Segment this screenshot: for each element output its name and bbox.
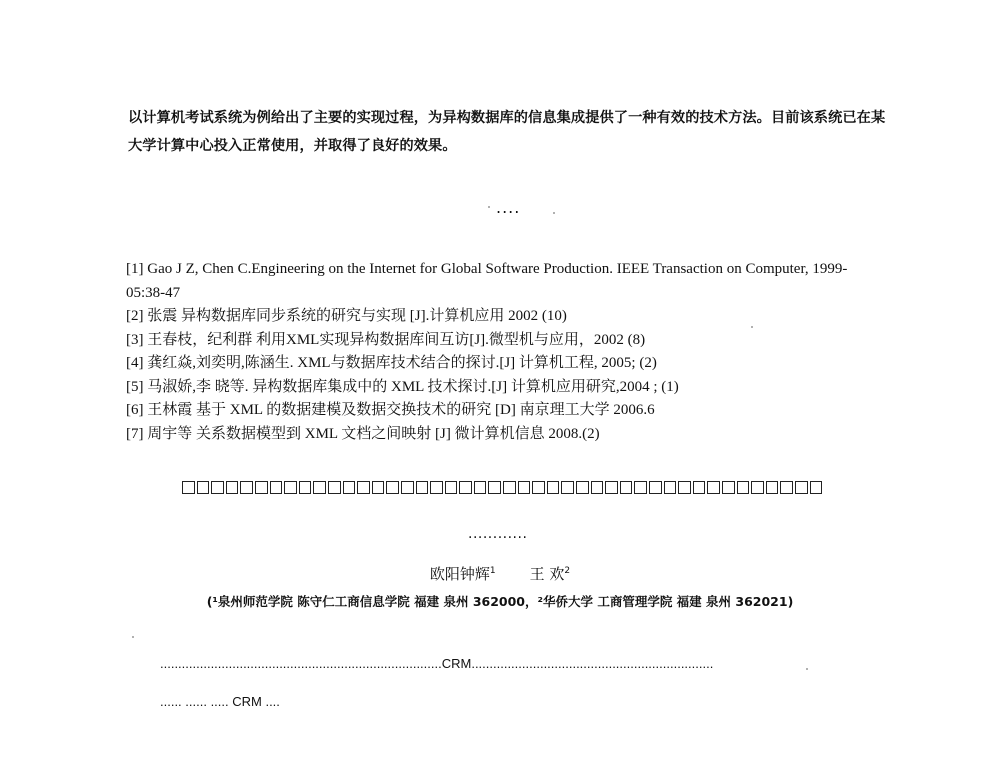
missing-glyph-box xyxy=(737,481,750,494)
ellipsis-separator-2: ............ xyxy=(468,526,528,542)
missing-glyph-box xyxy=(620,481,633,494)
missing-glyph-box xyxy=(693,481,706,494)
missing-glyph-box xyxy=(634,481,647,494)
affiliation-line: (¹泉州师范学院 陈守仁工商信息学院 福建 泉州 362000，²华侨大学 工商管理学院 福建 泉州 362021) xyxy=(206,594,794,609)
missing-glyph-box xyxy=(386,481,399,494)
reference-item: [2] 张震 异构数据库同步系统的研究与实现 [J].计算机应用 2002 (10) xyxy=(126,308,567,324)
missing-glyph-box xyxy=(430,481,443,494)
missing-glyph-box xyxy=(328,481,341,494)
missing-glyph-box xyxy=(547,481,560,494)
missing-glyph-box xyxy=(751,481,764,494)
missing-glyph-box xyxy=(576,481,589,494)
missing-glyph-box xyxy=(299,481,312,494)
missing-glyph-box xyxy=(561,481,574,494)
reference-list xyxy=(126,258,886,446)
ellipsis-separator: .... xyxy=(496,198,521,217)
missing-glyph-box xyxy=(474,481,487,494)
scan-speck xyxy=(488,206,490,208)
author-1 xyxy=(430,565,496,583)
missing-glyph-box xyxy=(722,481,735,494)
reference-item: [3] 王春枝，纪利群 利用XML实现异构数据库间互访[J].微型机与应用，2002 (8) xyxy=(126,331,646,348)
missing-glyph-box xyxy=(240,481,253,494)
reference-item: [4] 龚红焱,刘奕明,陈涵生. XML与数据库技术结合的探讨.[J] 计算机工程, 2005; (2) xyxy=(126,355,657,371)
missing-glyph-box xyxy=(532,481,545,494)
missing-glyph-box xyxy=(518,481,531,494)
missing-glyph-box xyxy=(270,481,283,494)
dotted-crm-line-2: ...... ...... ..... CRM .... xyxy=(160,694,280,709)
missing-glyph-box xyxy=(255,481,268,494)
missing-glyph-box xyxy=(780,481,793,494)
missing-glyph-box xyxy=(284,481,297,494)
author-2-name: 王 欢 xyxy=(529,565,565,583)
missing-glyph-box xyxy=(707,481,720,494)
scan-speck xyxy=(751,326,753,328)
missing-glyph-box xyxy=(401,481,414,494)
missing-glyph-box xyxy=(664,481,677,494)
missing-glyph-box xyxy=(810,481,823,494)
missing-glyph-box xyxy=(795,481,808,494)
missing-glyph-box xyxy=(357,481,370,494)
missing-glyph-box xyxy=(197,481,210,494)
missing-glyph-box xyxy=(678,481,691,494)
reference-item: [5] 马淑娇,李 晓等. 异构数据库集成中的 XML 技术探讨.[J] 计算机应用研究,2004 ; (1) xyxy=(126,378,679,395)
missing-glyph-box xyxy=(488,481,501,494)
missing-glyph-box xyxy=(313,481,326,494)
missing-glyph-box xyxy=(459,481,472,494)
missing-glyph-box xyxy=(226,481,239,494)
reference-item: [1] Gao J Z, Chen C.Engineering on the Internet for Global Software Production. IEEE Transaction on Computer, 1999-05:38-47 xyxy=(126,261,848,301)
missing-glyph-box xyxy=(649,481,662,494)
missing-glyph-box xyxy=(766,481,779,494)
missing-glyph-box xyxy=(503,481,516,494)
dotted-crm-line-1: ..............................................................................CRM................................................................... xyxy=(160,656,714,671)
missing-glyph-box xyxy=(605,481,618,494)
missing-glyph-box xyxy=(211,481,224,494)
missing-glyph-box xyxy=(372,481,385,494)
author-1-superscript: 1 xyxy=(489,566,496,576)
author-2-superscript: 2 xyxy=(564,566,571,576)
missing-glyph-box xyxy=(182,481,195,494)
author-1-name: 欧阳钟辉 xyxy=(429,565,490,583)
author-line xyxy=(0,563,1000,584)
body-paragraph: 以计算机考试系统为例给出了主要的实现过程，为异构数据库的信息集成提供了一种有效的技术方法。目前该系统已在某大学计算中心投入正常使用，并取得了良好的效果。 xyxy=(128,110,886,154)
scan-speck xyxy=(806,668,808,670)
missing-glyph-box xyxy=(591,481,604,494)
scan-speck xyxy=(132,636,134,638)
missing-glyph-box xyxy=(416,481,429,494)
scan-speck xyxy=(553,212,555,214)
missing-glyph-box xyxy=(343,481,356,494)
reference-item: [6] 王林霞 基于 XML 的数据建模及数据交换技术的研究 [D] 南京理工大学 2006.6 xyxy=(126,402,655,418)
missing-glyph-row xyxy=(182,479,842,497)
missing-glyph-box xyxy=(445,481,458,494)
author-2 xyxy=(530,565,571,583)
reference-item: [7] 周宇等 关系数据模型到 XML 文档之间映射 [J] 微计算机信息 2008.(2) xyxy=(126,425,600,442)
